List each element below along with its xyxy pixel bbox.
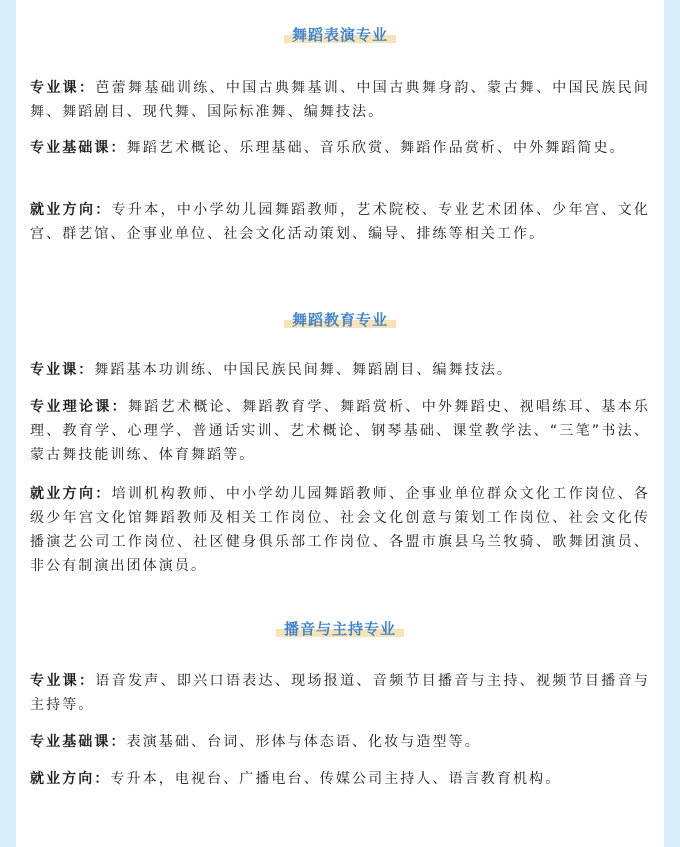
- paragraph-text: 舞蹈基本功训练、中国民族民间舞、舞蹈剧目、编舞技法。: [94, 362, 514, 378]
- paragraph-text: 舞蹈艺术概论、乐理基础、音乐欣赏、舞蹈作品赏析、中外舞蹈简史。: [126, 140, 626, 156]
- paragraph-theory-courses: [30, 395, 650, 467]
- paragraph-label: 就业方向：: [30, 771, 111, 787]
- section-title: 舞蹈教育专业: [291, 311, 388, 329]
- paragraph-major-courses: [30, 358, 650, 382]
- paragraph-label: 就业方向：: [30, 486, 112, 502]
- paragraph-career-direction: [30, 767, 650, 791]
- section-heading-broadcasting-hosting: [30, 618, 650, 639]
- paragraph-text: 专升本，中小学幼儿园舞蹈教师，艺术院校、专业艺术团体、少年宫、文化宫、群艺馆、企事业单位、社会文化活动策划、编导、排练等相关工作。: [30, 202, 650, 242]
- left-border-strip: [0, 0, 16, 847]
- paragraph-major-courses: [30, 669, 650, 717]
- paragraph-foundation-courses: [30, 136, 650, 160]
- section-heading-dance-education: [30, 309, 650, 330]
- paragraph-major-courses: [30, 76, 650, 124]
- paragraph-label: 专业课：: [30, 673, 96, 689]
- paragraph-text: 表演基础、台词、形体与体态语、化妆与造型等。: [126, 734, 481, 750]
- section-title: 播音与主持专业: [283, 620, 396, 638]
- paragraph-text: 芭蕾舞基础训练、中国古典舞基训、中国古典舞身韵、蒙古舞、中国民族民间舞、舞蹈剧目、现代舞、国际标准舞、编舞技法。: [30, 80, 650, 120]
- paragraph-text: 舞蹈艺术概论、舞蹈教育学、舞蹈赏析、中外舞蹈史、视唱练耳、基本乐理、教育学、心理学、普通话实训、艺术概论、钢琴基础、课堂教学法、“三笔”书法、蒙古舞技能训练、体育舞蹈等。: [30, 399, 650, 463]
- paragraph-text: 培训机构教师、中小学幼儿园舞蹈教师、企事业单位群众文化工作岗位、各级少年宫文化馆舞蹈教师及相关工作岗位、社会文化创意与策划工作岗位、社会文化传播演艺公司工作岗位、社区健身俱乐部工作岗位、各盟市旗县乌兰牧骑、歌舞团演员、非公有制演出团体演员。: [30, 486, 650, 574]
- paragraph-label: 专业课：: [30, 80, 96, 96]
- paragraph-label: 专业理论课：: [30, 399, 128, 415]
- paragraph-career-direction: [30, 198, 650, 246]
- paragraph-label: 专业课：: [30, 362, 95, 378]
- paragraph-text: 专升本，电视台、广播电台、传媒公司主持人、语言教育机构。: [110, 771, 562, 787]
- paragraph-label: 就业方向：: [30, 202, 112, 218]
- paragraph-career-direction: [30, 482, 650, 578]
- right-border-strip: [664, 0, 680, 847]
- paragraph-label: 专业基础课：: [30, 140, 127, 156]
- section-title: 舞蹈表演专业: [291, 26, 388, 44]
- paragraph-label: 专业基础课：: [30, 734, 127, 750]
- paragraph-text: 语音发声、即兴口语表达、现场报道、音频节目播音与主持、视频节目播音与主持等。: [30, 673, 650, 713]
- section-heading-dance-performance: [30, 24, 650, 45]
- paragraph-foundation-courses: [30, 730, 650, 754]
